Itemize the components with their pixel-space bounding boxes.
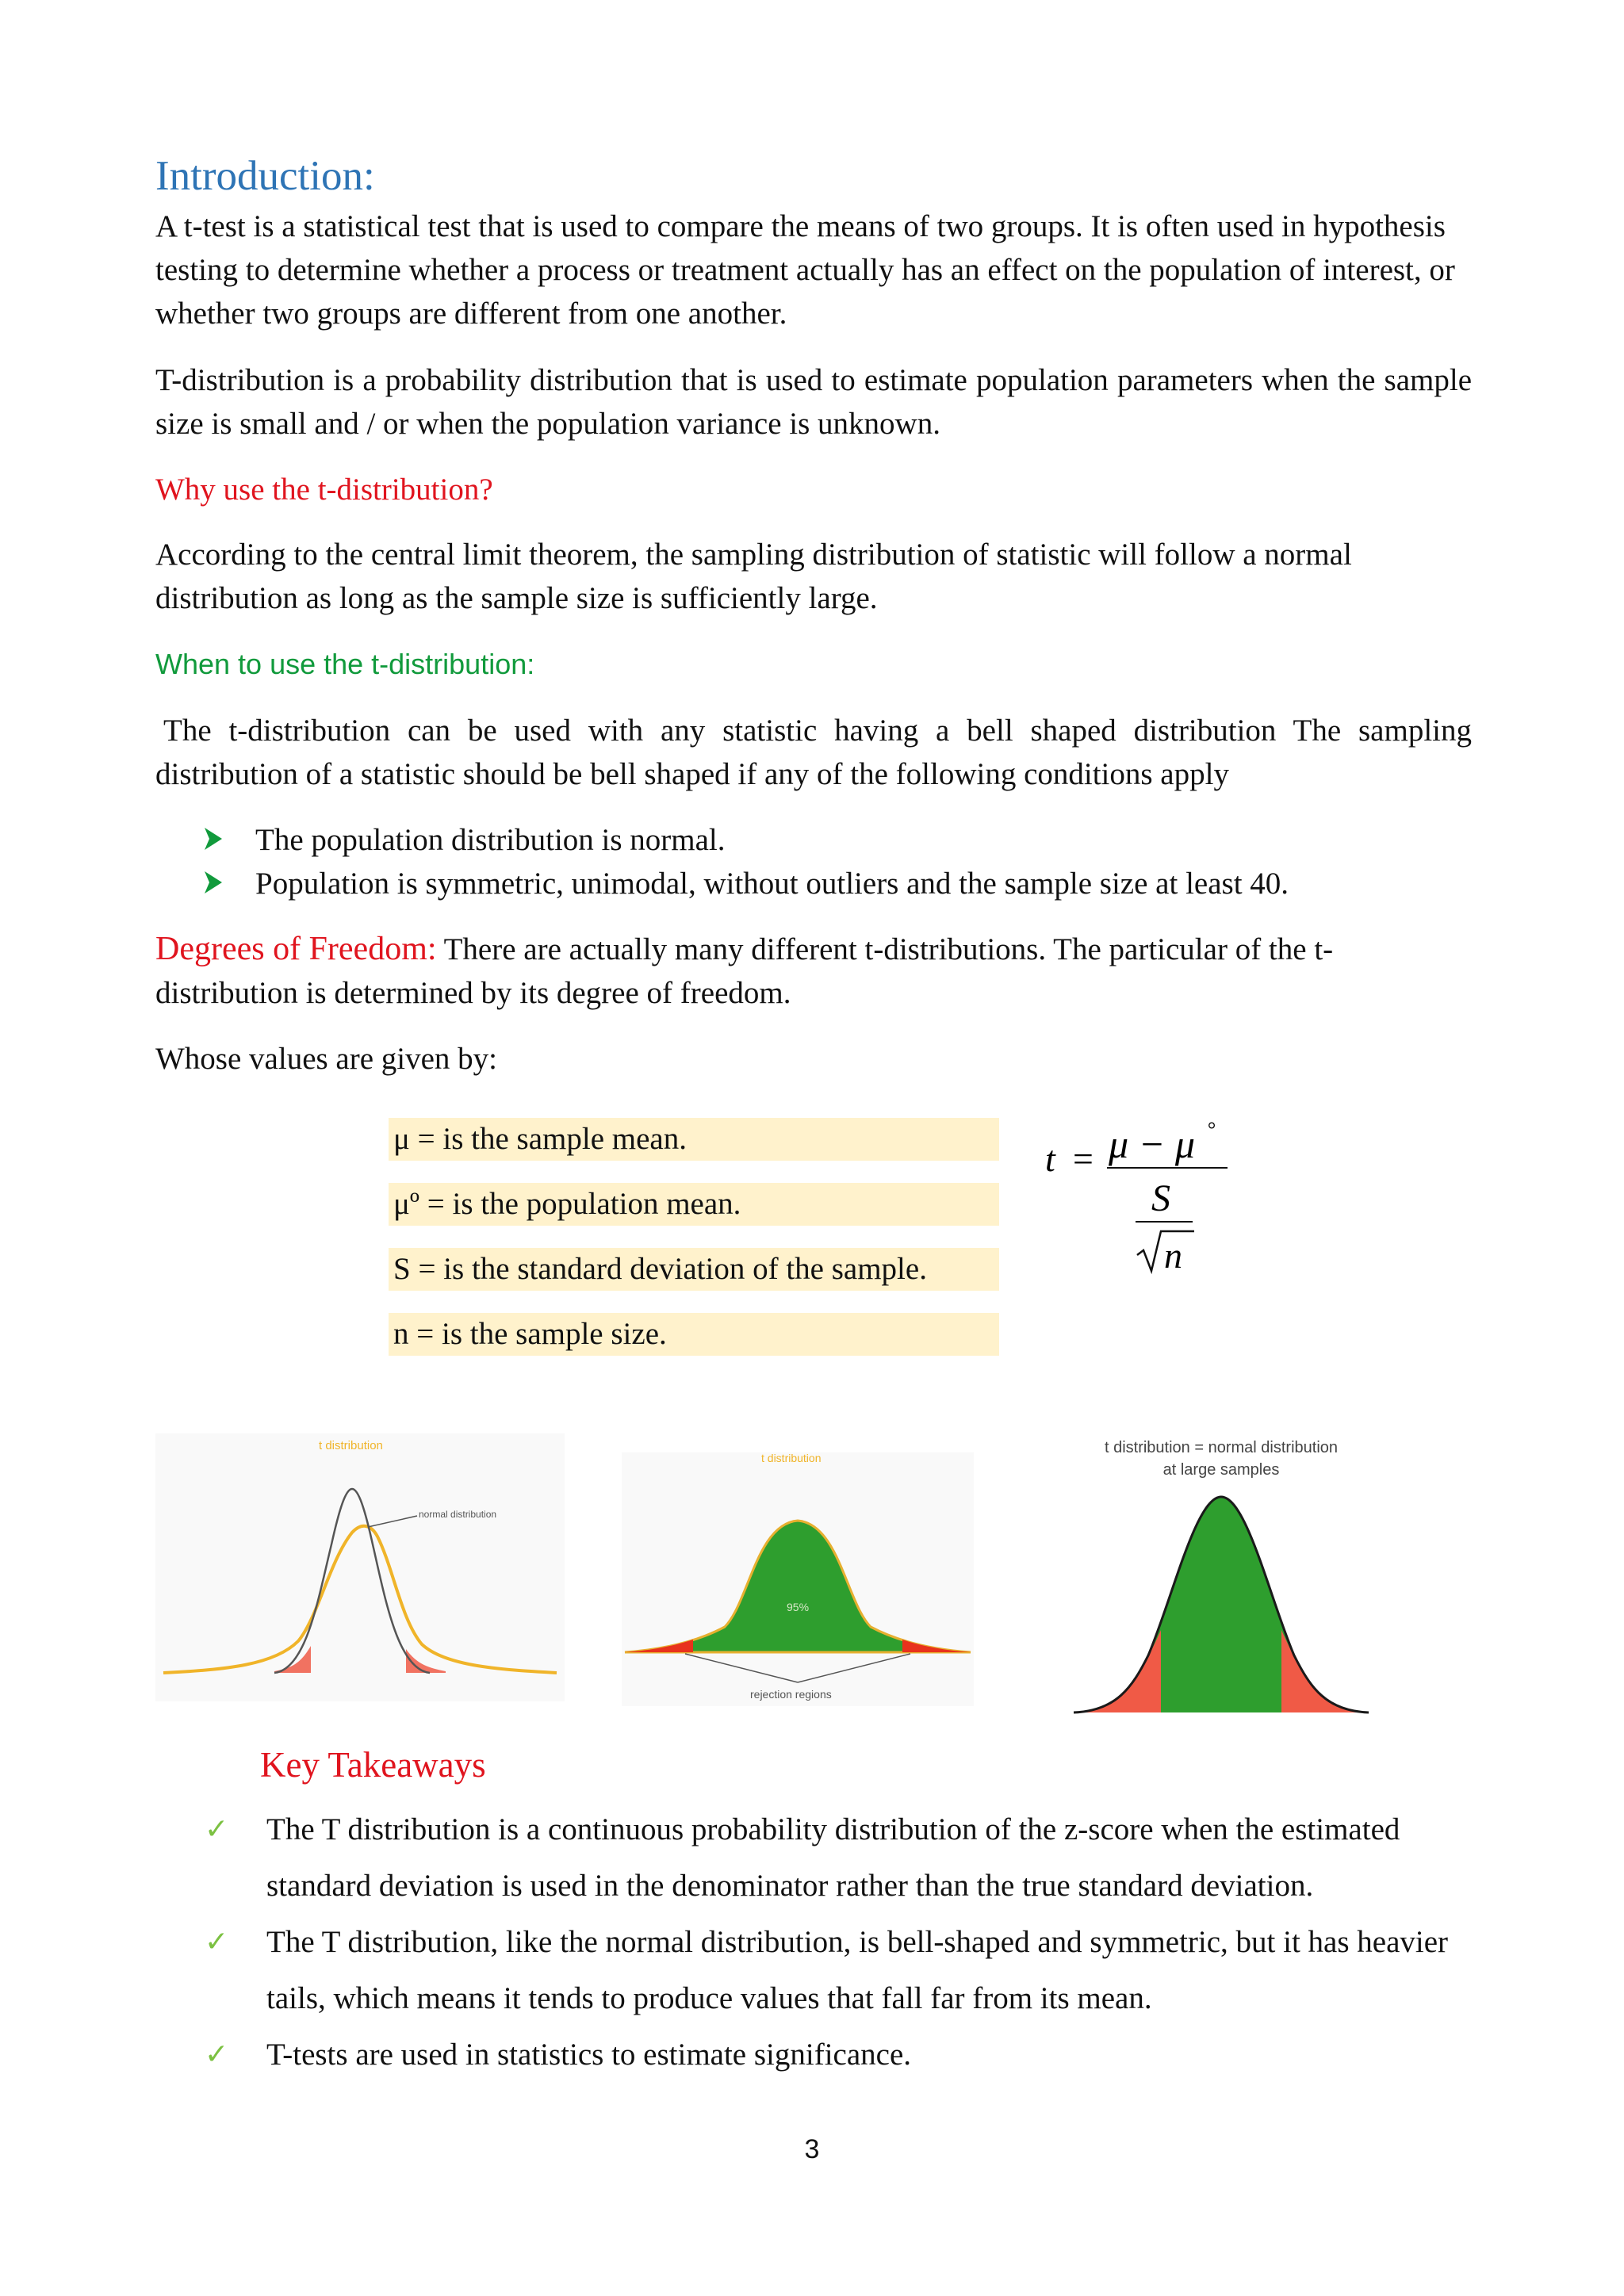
- figure2-rejection-label: rejection regions: [750, 1688, 832, 1701]
- introduction-heading: Introduction:: [155, 153, 375, 199]
- figure3-title-line1: t distribution = normal distribution: [1104, 1439, 1339, 1456]
- definition-n: n = is the sample size.: [389, 1313, 999, 1356]
- figure3-title-line2: at large samples: [1162, 1461, 1280, 1479]
- condition-item: [205, 818, 726, 862]
- figure2-center-label: 95%: [787, 1601, 810, 1613]
- takeaway-text: T-tests are used in statistics to estimate significance.: [266, 2038, 912, 2072]
- why-heading: Why use the t-distribution?: [155, 473, 493, 507]
- intro-paragraph-1: A t-test is a statistical test that is used to compare the means of two groups. It is often used in hypothesis testing to determine whether a process or treatment actually has an effect on the population of interest, or whether two groups are different from one another.: [155, 209, 1455, 331]
- definition-mu-zero: μº = is the population mean.: [389, 1183, 999, 1226]
- formula-t: t: [1045, 1138, 1055, 1179]
- takeaway-item: [205, 2026, 1489, 2083]
- t-statistic-formula: [1031, 1114, 1269, 1288]
- page-number: 3: [804, 2134, 820, 2164]
- condition-text: Population is symmetric, unimodal, without outliers and the sample size at least 40.: [255, 867, 1289, 901]
- definition-mu: μ = is the sample mean.: [389, 1118, 999, 1161]
- formula-n: n: [1164, 1235, 1182, 1276]
- takeaway-text: The T distribution, like the normal distribution, is bell-shaped and symmetric, but it has heavier tails, which means it tends to produce values that fall far from its mean.: [266, 1925, 1449, 2015]
- figure1-normal-label: normal distribution: [419, 1509, 497, 1520]
- degrees-of-freedom-text: There are actually many different t-distributions. The particular of the t-distribution is determined by its degree of freedom.: [155, 932, 1334, 1010]
- condition-text: The population distribution is normal.: [255, 823, 726, 857]
- formula-s: S: [1151, 1177, 1170, 1219]
- checkmark-icon: ✓: [205, 1926, 229, 1958]
- checkmark-icon: ✓: [205, 2038, 229, 2071]
- figure1-title: t distribution: [319, 1439, 383, 1452]
- degrees-of-freedom-label: Degrees of Freedom:: [155, 931, 437, 967]
- intro-paragraph-2: T-distribution is a probability distribution that is used to estimate population parameters when the sample size is small and / or when the population variance is unknown.: [155, 363, 1472, 441]
- degrees-of-freedom-paragraph: [155, 928, 1472, 1015]
- arrow-bullet-icon: [205, 871, 222, 894]
- takeaway-item: [205, 1801, 1489, 1914]
- condition-item: [205, 862, 1289, 905]
- checkmark-icon: ✓: [205, 1813, 229, 1846]
- figure2-title: t distribution: [761, 1452, 822, 1464]
- formula-degree: °: [1207, 1118, 1216, 1141]
- when-heading: When to use the t-distribution:: [155, 648, 535, 680]
- definition-s: S = is the standard deviation of the sample.: [389, 1248, 999, 1291]
- when-paragraph: The t-distribution can be used with any statistic having a bell shaped distribution The sampling distribution of a statistic should be bell shaped if any of the following conditions apply: [155, 714, 1472, 791]
- figure-t-vs-normal: [155, 1433, 565, 1701]
- formula-numerator: μ − μ: [1109, 1122, 1195, 1166]
- figure-large-sample: [1069, 1433, 1373, 1720]
- key-takeaways-heading: Key Takeaways: [260, 1745, 486, 1785]
- takeaway-text: The T distribution is a continuous probability distribution of the z-score when the estimated standard deviation is used in the denominator rather than the true standard deviation.: [266, 1812, 1400, 1903]
- whose-values-line: Whose values are given by:: [155, 1042, 498, 1076]
- why-paragraph: According to the central limit theorem, the sampling distribution of statistic will follow a normal distribution as long as the sample size is sufficiently large.: [155, 538, 1352, 615]
- arrow-bullet-icon: [205, 828, 222, 850]
- takeaway-item: [205, 1914, 1489, 2026]
- figure-rejection-regions: [622, 1452, 974, 1706]
- formula-equals: =: [1071, 1138, 1096, 1179]
